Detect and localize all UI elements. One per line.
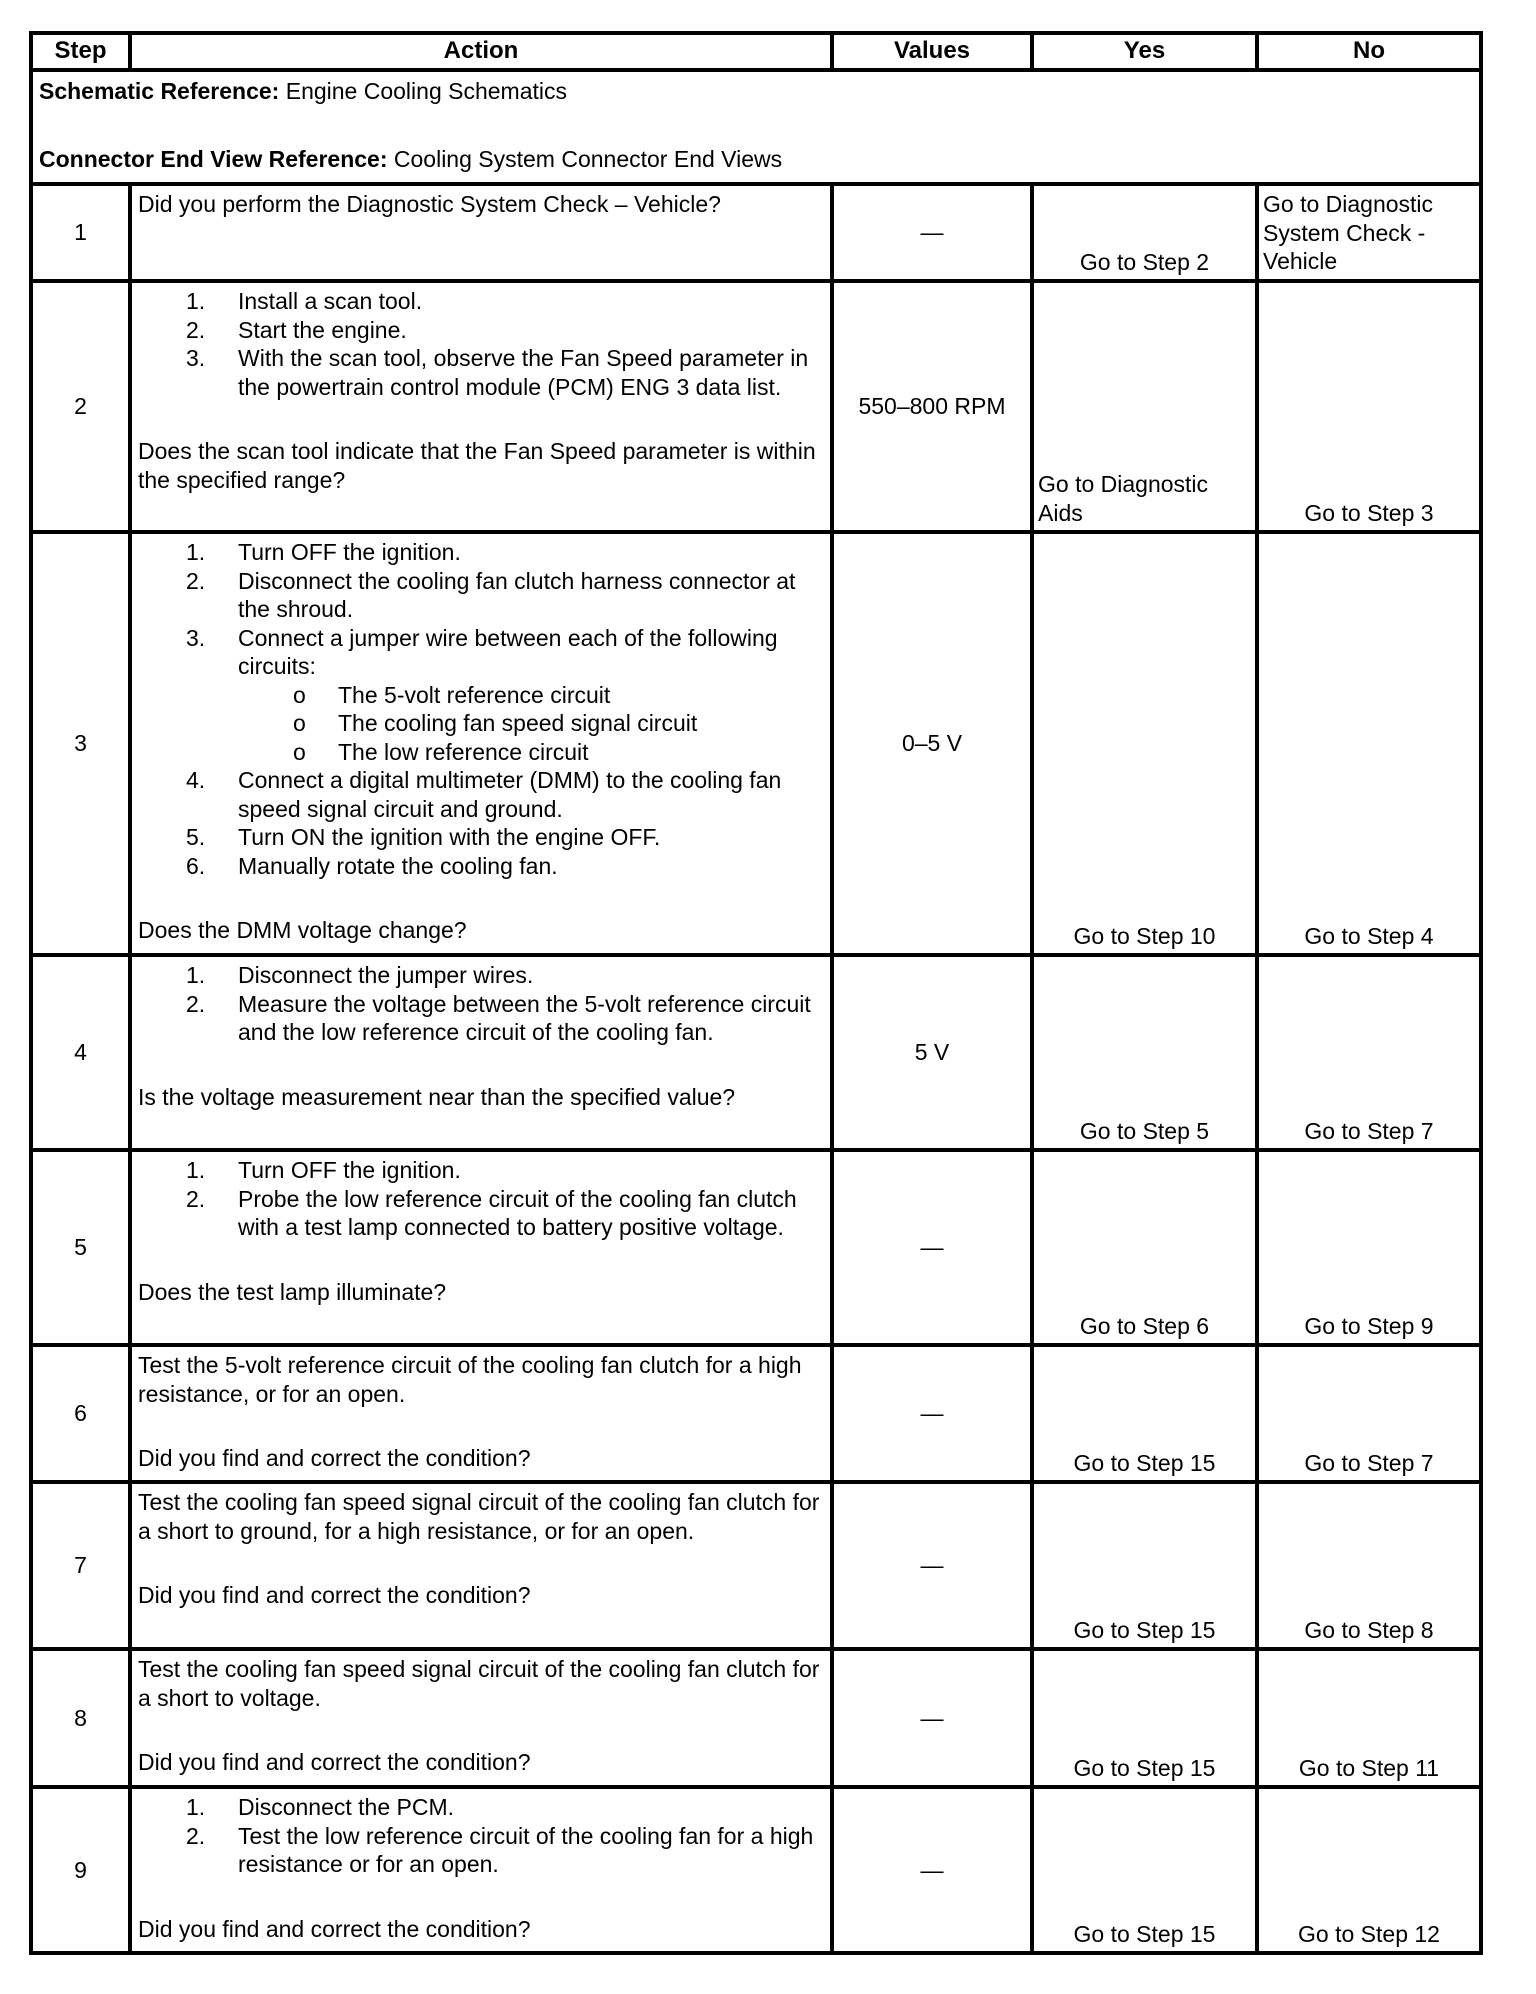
value-cell: 0–5 V [832,532,1032,955]
action-text: Test the cooling fan speed signal circuit of the cooling fan clutch for a short to voltage. [138,1656,820,1711]
action-question: Did you find and correct the condition? [138,1445,531,1471]
action-list [138,1793,826,1879]
header-yes: Yes [1032,33,1257,70]
value-cell: 550–800 RPM [832,281,1032,532]
header-row [31,33,1481,70]
list-item: 3. With the scan tool, observe the Fan Speed parameter in the powertrain control module (PCM) ENG 3 data list. [186,345,809,400]
value-cell: 5 V [832,955,1032,1150]
schematic-reference-label: Schematic Reference: [39,78,280,104]
value-cell: — [832,1649,1032,1787]
action-list [138,538,826,880]
list-item: 2. Probe the low reference circuit of the cooling fan clutch with a test lamp connected to battery positive voltage. [186,1185,797,1240]
table-row [31,281,1481,532]
table-row [31,1482,1481,1649]
step-number: 1 [31,184,130,281]
no-cell: Go to Step 7 [1257,955,1481,1150]
reference-cell [31,70,1481,184]
yes-cell: Go to Step 10 [1032,532,1257,955]
no-cell: Go to Diagnostic System Check - Vehicle [1257,184,1481,281]
list-item: 1. Turn OFF the ignition. [186,1157,461,1183]
action-list [138,1156,826,1242]
list-item: 4. Connect a digital multimeter (DMM) to the cooling fan speed signal circuit and ground. [186,767,782,822]
list-item: 3. Connect a jumper wire between each of the following circuits: o The 5-volt reference circuit o The cooling fan speed signal circuit o The low reference circuit [138,624,826,767]
step-number: 7 [31,1482,130,1649]
list-item: 1. Install a scan tool. [186,288,423,314]
step-number: 2 [31,281,130,532]
action-question: Does the DMM voltage change? [138,917,467,943]
yes-cell: Go to Step 15 [1032,1787,1257,1953]
schematic-reference [39,76,1473,106]
connector-reference-value: Cooling System Connector End Views [387,146,783,172]
header-values: Values [832,33,1032,70]
action-list [138,287,826,401]
connector-reference [39,144,1473,174]
value-cell: — [832,1150,1032,1345]
step-number: 3 [31,532,130,955]
table-row [31,955,1481,1150]
table-row [31,184,1481,281]
diagnostic-table [29,31,1483,1955]
value-cell: — [832,1482,1032,1649]
yes-cell: Go to Step 15 [1032,1345,1257,1482]
header-action: Action [130,33,832,70]
yes-cell: Go to Step 15 [1032,1649,1257,1787]
value-cell: — [832,1787,1032,1953]
action-cell [130,532,832,955]
action-question: Does the test lamp illuminate? [138,1278,447,1305]
action-text: Test the 5-volt reference circuit of the cooling fan clutch for a high resistance, or for an open. [138,1352,802,1407]
action-cell [130,1787,832,1953]
step-number: 5 [31,1150,130,1345]
list-item: 1. Disconnect the jumper wires. [186,962,534,988]
table-row [31,1150,1481,1345]
list-item: 2. Test the low reference circuit of the cooling fan for a high resistance or for an open. [186,1822,814,1877]
action-question: Is the voltage measurement near than the specified value? [138,1083,736,1110]
table-row [31,1345,1481,1482]
step-number: 8 [31,1649,130,1787]
yes-cell: Go to Step 2 [1032,184,1257,281]
action-list [138,961,826,1047]
list-item: 2. Measure the voltage between the 5-volt reference circuit and the low reference circuit of the cooling fan. [186,990,811,1045]
action-cell [130,281,832,532]
table-row [31,1787,1481,1953]
step-number: 9 [31,1787,130,1953]
yes-cell: Go to Step 5 [1032,955,1257,1150]
action-cell [130,1649,832,1787]
table-row [31,1649,1481,1787]
no-cell: Go to Step 4 [1257,532,1481,955]
no-cell: Go to Step 8 [1257,1482,1481,1649]
step-number: 4 [31,955,130,1150]
action-cell [130,1482,832,1649]
list-item: 5. Turn ON the ignition with the engine OFF. [186,824,661,850]
schematic-reference-value: Engine Cooling Schematics [279,78,568,104]
no-cell: Go to Step 7 [1257,1345,1481,1482]
yes-cell: Go to Step 15 [1032,1482,1257,1649]
action-text: Test the cooling fan speed signal circuit of the cooling fan clutch for a short to ground, for a high resistance, or for an open. [138,1489,820,1544]
connector-reference-label: Connector End View Reference: [39,146,388,172]
no-cell: Go to Step 12 [1257,1787,1481,1953]
no-cell: Go to Step 11 [1257,1649,1481,1787]
action-question: Did you find and correct the condition? [138,1582,531,1608]
action-cell [130,1150,832,1345]
value-cell: — [832,184,1032,281]
action-question: Did you find and correct the condition? [138,1915,531,1942]
sub-list-item: o The low reference circuit [293,738,589,765]
list-item: 2. Start the engine. [186,316,407,343]
action-cell [130,184,832,281]
yes-cell: Go to Diagnostic Aids [1032,281,1257,532]
list-item: 2. Disconnect the cooling fan clutch harness connector at the shroud. [186,567,796,622]
action-question: Did you find and correct the condition? [138,1749,531,1775]
no-cell: Go to Step 3 [1257,281,1481,532]
sub-list-item: o The 5-volt reference circuit [293,681,611,708]
action-cell [130,1345,832,1482]
action-text: Did you perform the Diagnostic System Check – Vehicle? [138,191,721,217]
list-item: 1. Turn OFF the ignition. [186,539,461,565]
sub-list [238,681,826,767]
no-cell: Go to Step 9 [1257,1150,1481,1345]
list-item: 1. Disconnect the PCM. [186,1794,455,1820]
sub-list-item: o The cooling fan speed signal circuit [293,710,698,736]
action-question: Does the scan tool indicate that the Fan Speed parameter is within the specified range? [138,438,816,493]
list-item: 6. Manually rotate the cooling fan. [186,852,558,879]
yes-cell: Go to Step 6 [1032,1150,1257,1345]
step-number: 6 [31,1345,130,1482]
action-cell [130,955,832,1150]
header-step: Step [31,33,130,70]
header-no: No [1257,33,1481,70]
value-cell: — [832,1345,1032,1482]
reference-row [31,70,1481,184]
table-row [31,532,1481,955]
